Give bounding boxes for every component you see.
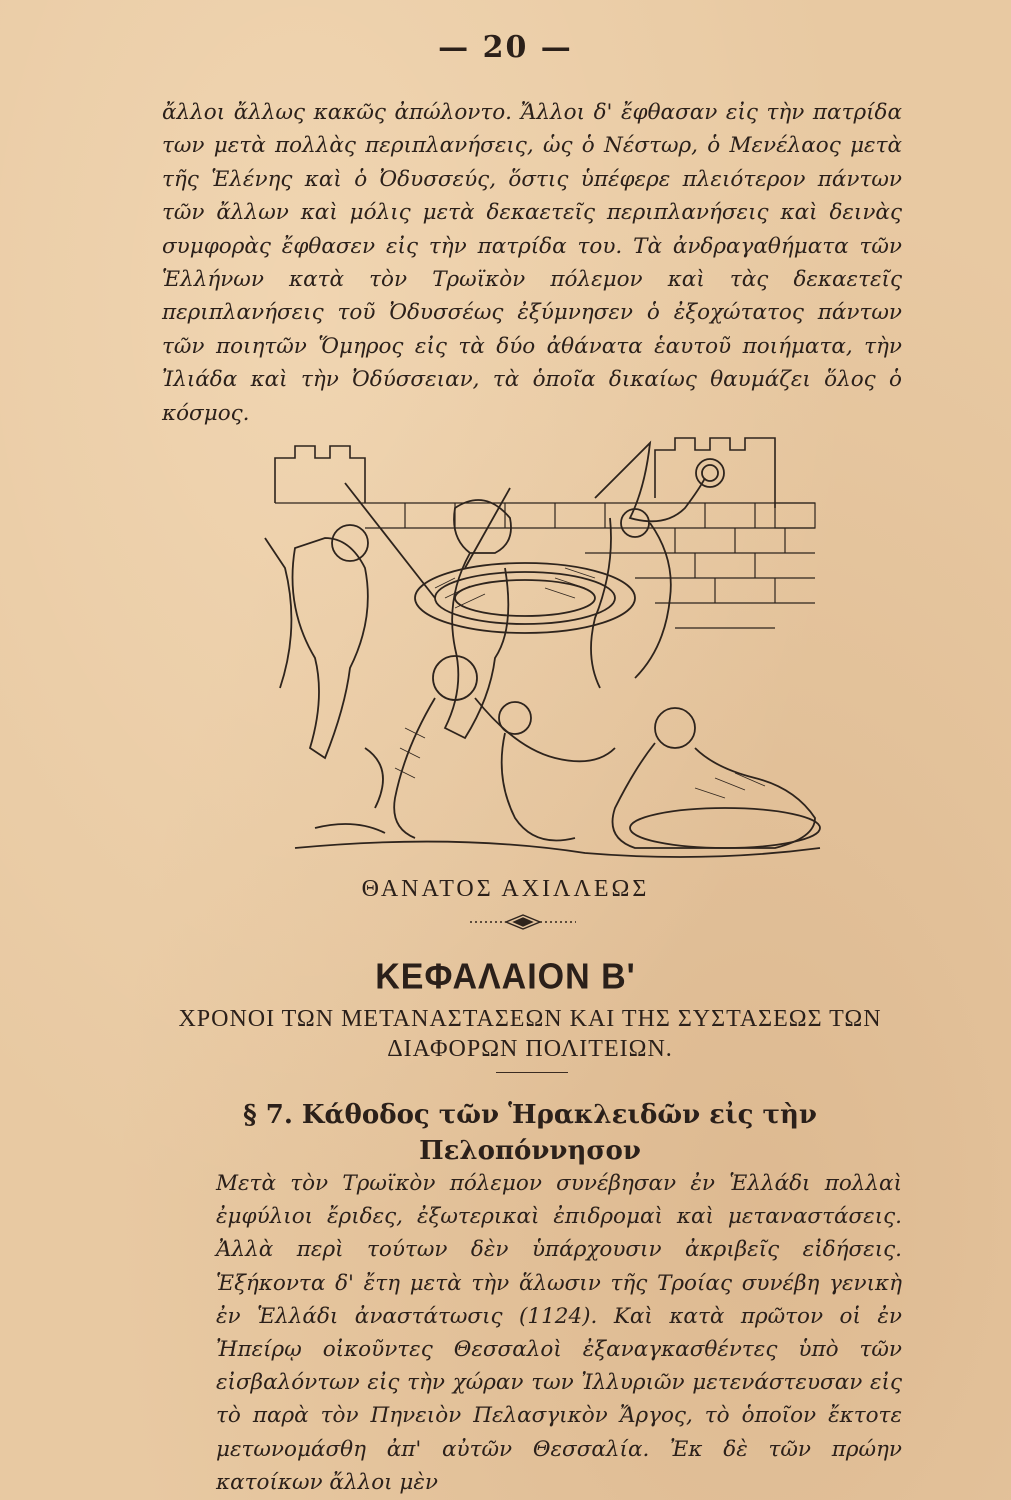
ornament-divider [468, 910, 578, 934]
engraving-illustration [255, 428, 835, 868]
page-number: — 20 — [438, 30, 573, 65]
paragraph-bottom: Μετὰ τὸν Τρωϊκὸν πόλεμον συνέβησαν ἐν Ἑλλάδι πολλαὶ ἐμφύλιοι ἔριδες, ἐξωτερικαὶ ἐπιδρομαὶ καὶ μεταναστάσεις. Ἀλλὰ περὶ τούτων δὲν ὑπάρχουσιν ἀκριβεῖς εἰδήσεις. Ἑξήκοντα δ' ἔτη μετὰ τὴν ἅλωσιν τῆς Τροίας συνέβη γενικὴ ἐν Ἑλλάδι ἀναστάτωσις (1124). Καὶ κατὰ πρῶτον οἱ ἐν Ἠπείρῳ οἰκοῦντες Θεσσαλοὶ ἐξαναγκασθέντες ὑπὸ τῶν εἰσβαλόντων εἰς τὴν χώραν των Ἰλλυριῶν μετενάστευσαν εἰς τὸ παρὰ τὸν Πηνειὸν Πελασγικὸν Ἄργος, τὸ ὁποῖον ἔκτοτε μετωνομάσθη ἀπ' αὐτῶν Θεσσαλία. Ἐκ δὲ τῶν πρώην κατοίκων ἄλλοι μὲν [216, 1171, 902, 1495]
chapter-heading: ΚΕΦΑΛΑΙΟΝ Β' [375, 957, 636, 997]
chapter-subtitle: ΧΡΟΝΟΙ ΤΩΝ ΜΕΤΑΝΑΣΤΑΣΕΩΝ ΚΑΙ ΤΗΣ ΣΥΣΤΑΣΕΩΣ ΤΩΝ ΔΙΑΦΟΡΩΝ ΠΟΛΙΤΕΙΩΝ. [178, 1006, 882, 1062]
horizontal-rule [496, 1072, 568, 1073]
figure-caption: ΘΑΝΑΤΟΣ ΑΧΙΛΛΕΩΣ [361, 876, 650, 902]
section-heading: § 7. Κάθοδος τῶν Ἡρακλειδῶν εἰς τὴν Πελοπόννησον [243, 1100, 817, 1166]
paragraph-top: ἄλλοι ἄλλως κακῶς ἀπώλοντο. Ἄλλοι δ' ἔφθασαν εἰς τὴν πατρίδα των μετὰ πολλὰς περιπλανήσεις, ὡς ὁ Νέστωρ, ὁ Μενέλαος μετὰ τῆς Ἑλένης καὶ ὁ Ὀδυσσεύς, ὅστις ὑπέφερε πλειότερον πάντων τῶν ἄλλων καὶ μόλις μετὰ δεκαετεῖς περιπλανήσεις καὶ δεινὰς συμφορὰς ἔφθασεν εἰς τὴν πατρίδα του. Τὰ ἀνδραγαθήματα τῶν Ἑλλήνων κατὰ τὸν Τρωϊκὸν πόλεμον καὶ τὰς δεκαετεῖς περιπλανήσεις τοῦ Ὀδυσσέως ἐξύμνησεν ὁ ἐξοχώτατος πάντων τῶν ποιητῶν Ὅμηρος εἰς τὰ δύο ἀθάνατα ἑαυτοῦ ποιήματα, τὴν Ἰλιάδα καὶ τὴν Ὀδύσσειαν, τὰ ὁποῖα δικαίως θαυμάζει ὅλος ὁ κόσμος. [162, 100, 902, 426]
